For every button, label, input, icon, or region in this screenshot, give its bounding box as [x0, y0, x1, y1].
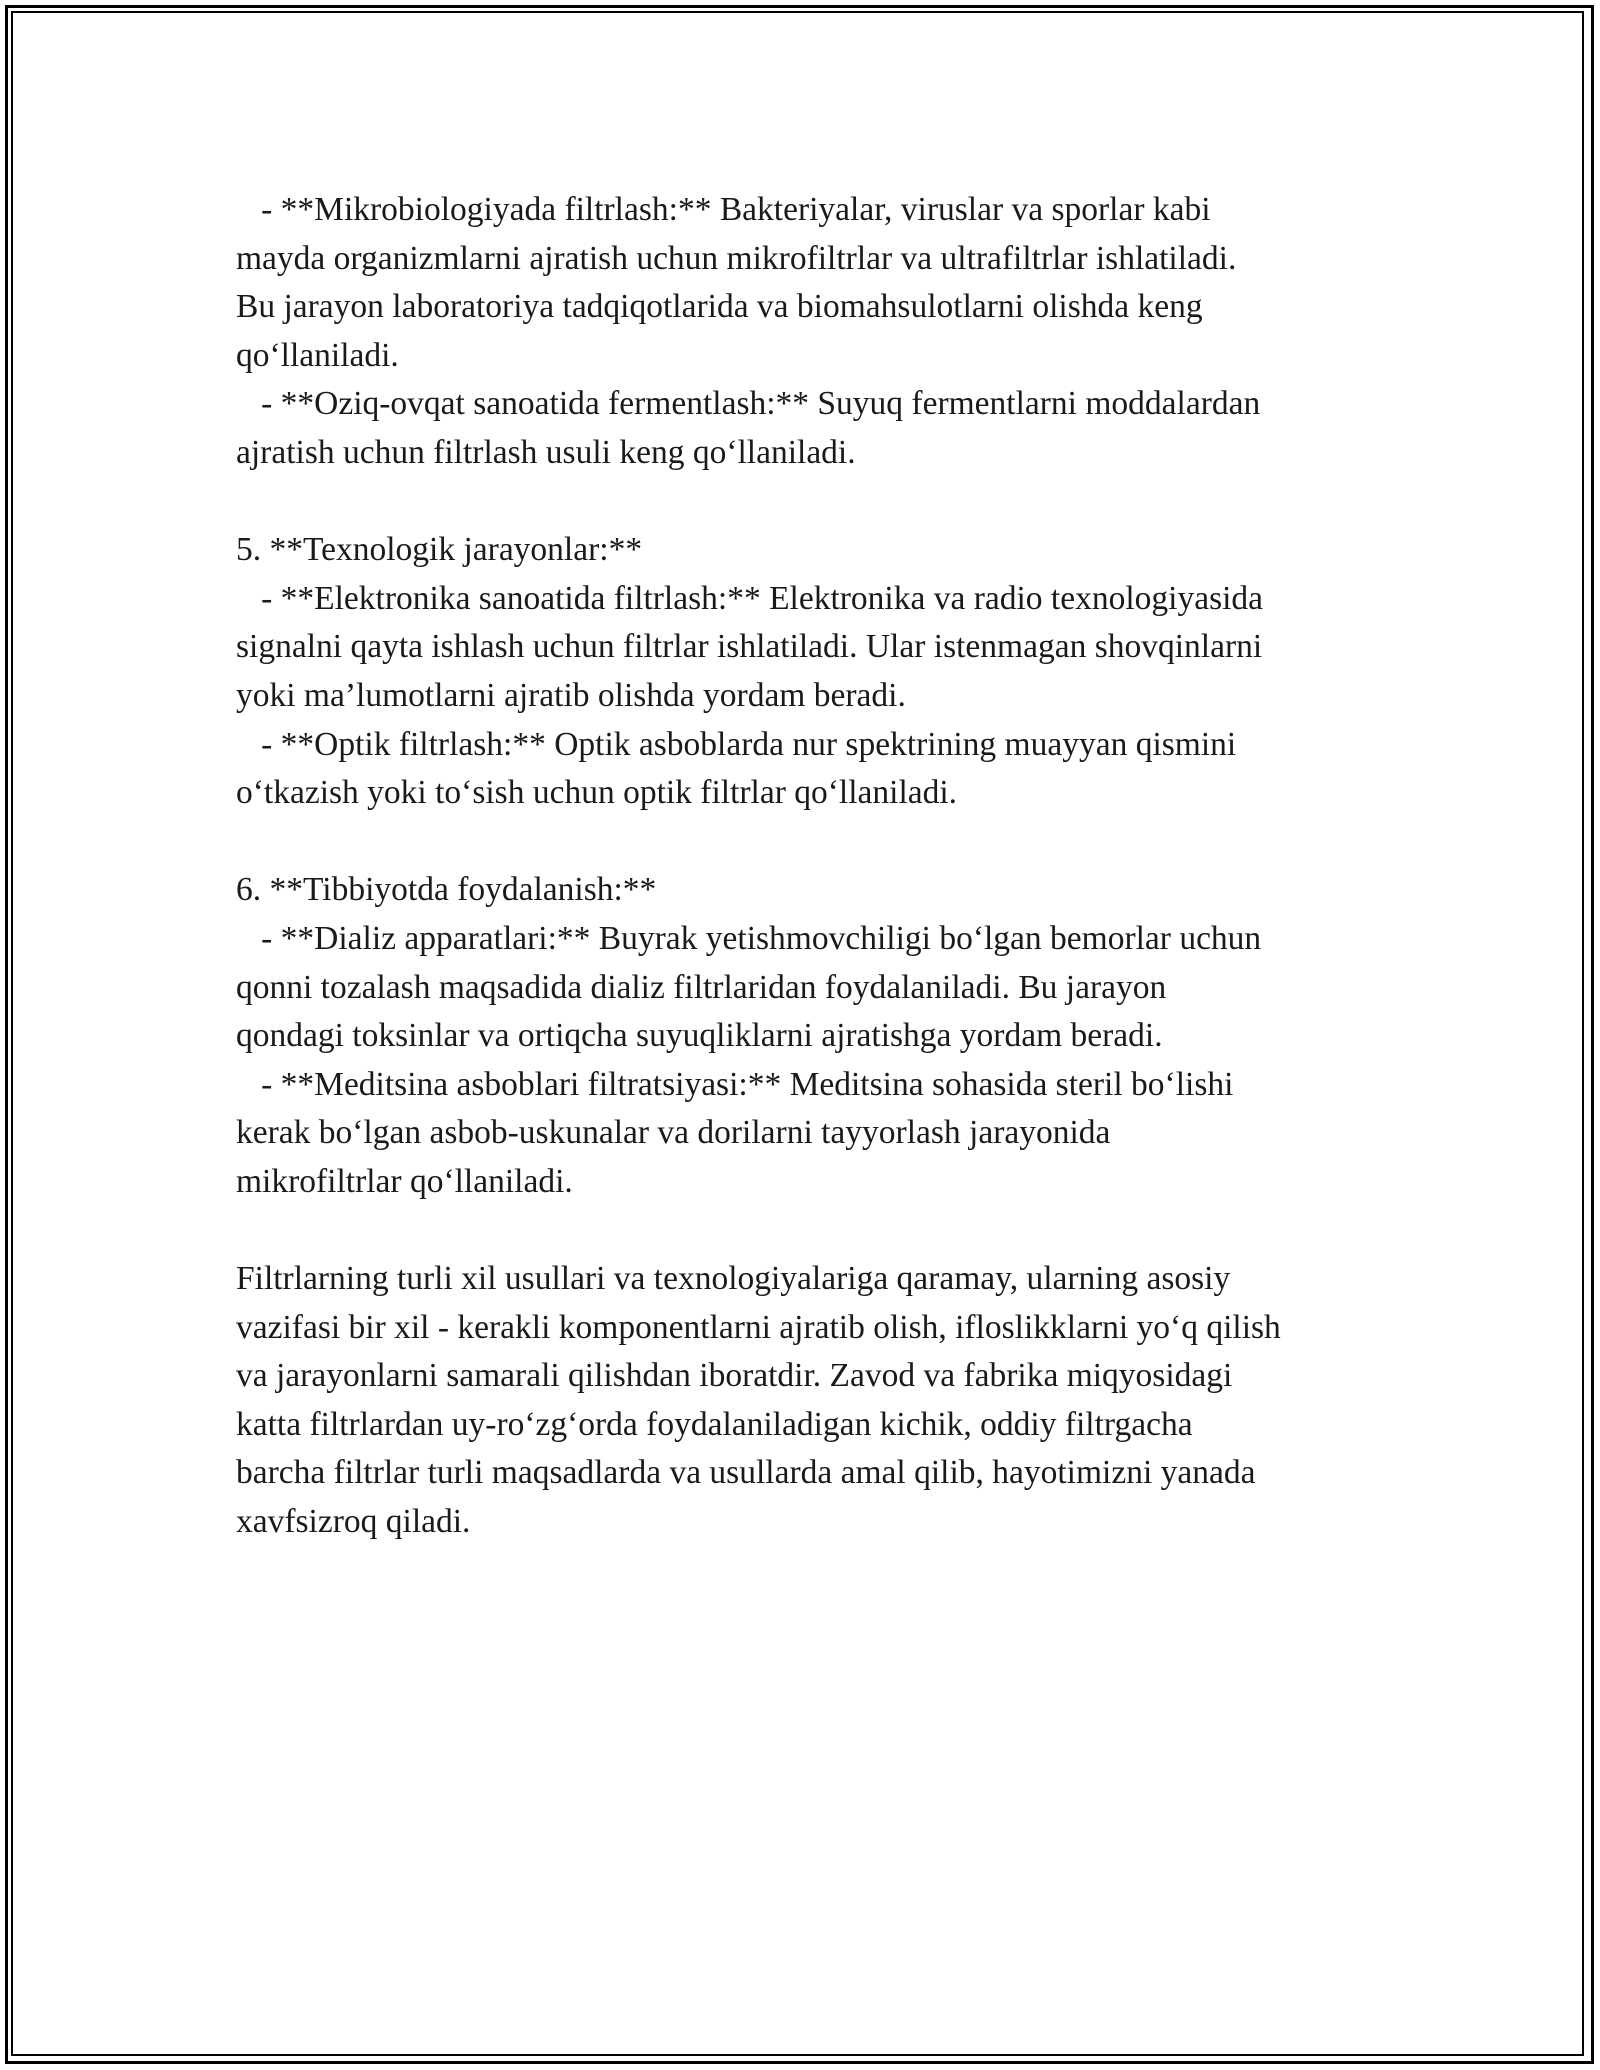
- section-heading-technological-processes: 5. **Texnologik jarayonlar:**: [236, 531, 643, 569]
- text-line: qondagi toksinlar va ortiqcha suyuqliklarni ajratishga yordam beradi.: [236, 1017, 1163, 1055]
- text-line: yoki ma’lumotlarni ajratib olishda yordam beradi.: [236, 676, 906, 714]
- text-line: xavfsizroq qiladi.: [236, 1503, 471, 1541]
- text-line: qonni tozalash maqsadida dializ filtrlaridan foydalaniladi. Bu jarayon: [236, 968, 1167, 1006]
- conclusion-paragraph: [236, 1255, 1376, 1547]
- text-line: mikrofiltrlar qo‘llaniladi.: [236, 1162, 573, 1200]
- text-line: - **Meditsina asboblari filtratsiyasi:** Meditsina sohasida steril bo‘lishi: [236, 1065, 1234, 1103]
- text-line: - **Elektronika sanoatida filtrlash:** Elektronika va radio texnologiyasida: [236, 579, 1264, 617]
- list-item-food-fermentation: [236, 380, 1376, 477]
- text-line: ajratish uchun filtrlash usuli keng qo‘llaniladi.: [236, 433, 856, 471]
- list-item-electronics-filtering: [236, 575, 1376, 721]
- text-line: mayda organizmlarni ajratish uchun mikrofiltrlar va ultrafiltrlar ishlatiladi.: [236, 239, 1237, 277]
- paragraph-spacer: [236, 478, 1376, 527]
- text-line: barcha filtrlar turli maqsadlarda va usullarda amal qilib, hayotimizni yanada: [236, 1454, 1256, 1492]
- text-line: vazifasi bir xil - kerakli komponentlarni ajratib olish, ifloslikklarni yo‘q qilish: [236, 1308, 1281, 1346]
- text-line: Bu jarayon laboratoriya tadqiqotlarida va biomahsulotlarni olishda keng: [236, 288, 1203, 326]
- paragraph-spacer: [236, 1206, 1376, 1255]
- text-line: kerak bo‘lgan asbob-uskunalar va dorilarni tayyorlash jarayonida: [236, 1114, 1111, 1152]
- text-line: - **Optik filtrlash:** Optik asboblarda nur spektrining muayyan qismini: [236, 725, 1237, 763]
- list-item-optical-filtering: [236, 721, 1376, 818]
- text-line: Filtrlarning turli xil usullari va texnologiyalariga qaramay, ularning asosiy: [236, 1260, 1231, 1298]
- list-item-medical-instruments: [236, 1061, 1376, 1207]
- text-line: - **Dializ apparatlari:** Buyrak yetishmovchiligi bo‘lgan bemorlar uchun: [236, 919, 1262, 957]
- document-body: [236, 186, 1376, 1547]
- text-line: - **Oziq-ovqat sanoatida fermentlash:** Suyuq fermentlarni moddalardan: [236, 385, 1261, 423]
- text-line: va jarayonlarni samarali qilishdan iboratdir. Zavod va fabrika miqyosidagi: [236, 1357, 1233, 1395]
- list-item-microbiology: [236, 186, 1376, 380]
- paragraph-spacer: [236, 818, 1376, 867]
- text-line: - **Mikrobiologiyada filtrlash:** Bakteriyalar, viruslar va sporlar kabi: [236, 191, 1211, 228]
- text-line: o‘tkazish yoki to‘sish uchun optik filtrlar qo‘llaniladi.: [236, 774, 958, 812]
- section-heading-medical-use: 6. **Tibbiyotda foydalanish:**: [236, 871, 657, 909]
- list-item-dialysis: [236, 915, 1376, 1061]
- text-line: signalni qayta ishlash uchun filtrlar ishlatiladi. Ular istenmagan shovqinlarni: [236, 628, 1263, 666]
- text-line: qo‘llaniladi.: [236, 336, 399, 374]
- text-line: katta filtrlardan uy-ro‘zg‘orda foydalaniladigan kichik, oddiy filtrgacha: [236, 1405, 1193, 1443]
